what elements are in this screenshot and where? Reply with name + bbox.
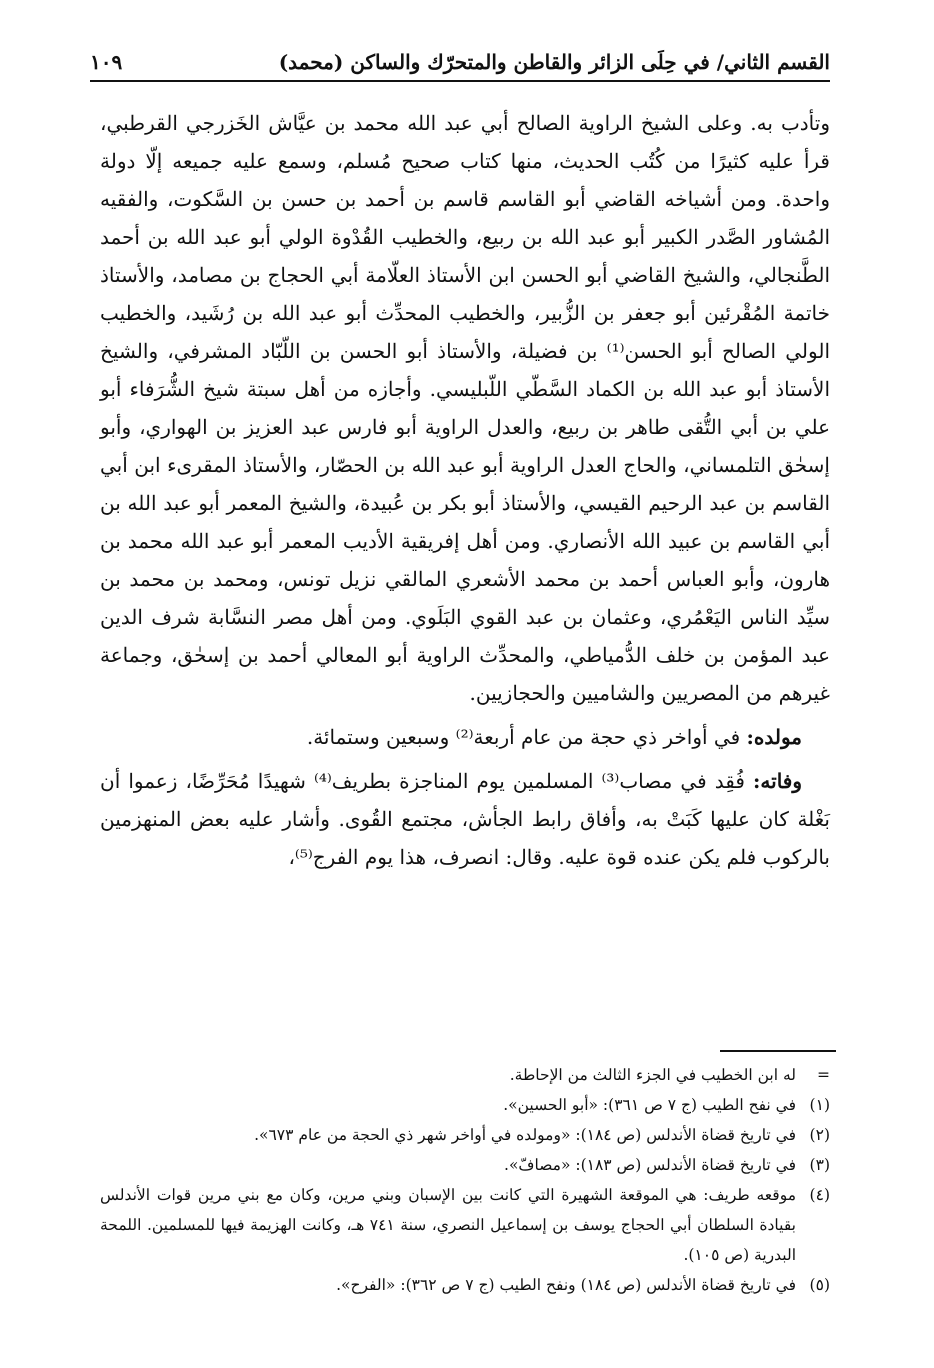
footnotes (100, 1060, 830, 1300)
footnote-text: له ابن الخطيب في الجزء الثالث من الإحاطة. (509, 1066, 796, 1084)
birth-paragraph (100, 718, 830, 756)
footnote-mark: (٣) (809, 1156, 830, 1174)
death-text: فُقِد في مصاب⁽³⁾ المسلمين يوم المناجزة بطريف⁽⁴⁾ شهيدًا مُحَرِّضًا، زعموا أن بَغْلة كان عليها كَبَتْ به، وأفاق رابط الجأش، مجتمع القُوى. وأشار عليه بعض المنهزمين بالركوب فلم يكن عنده قوة عليه. وقال: انصرف، هذا يوم الفرج⁽⁵⁾، (100, 769, 830, 869)
footnote (100, 1150, 830, 1180)
footnote-mark: (١) (809, 1096, 830, 1114)
main-text (100, 104, 830, 876)
footnote-separator (720, 1050, 836, 1052)
footnote-text: في تاريخ قضاة الأندلس (ص ١٨٣): «مصافّ». (504, 1156, 796, 1174)
footnote-text: في تاريخ قضاة الأندلس (ص ١٨٤) ونفح الطيب (ج ٧ ص ٣٦٢): «الفرح». (336, 1276, 796, 1294)
header-rule (90, 80, 830, 82)
footnote-mark: (٢) (809, 1126, 830, 1144)
death-paragraph (100, 762, 830, 876)
footnote-text: في نفح الطيب (ج ٧ ص ٣٦١): «أبو الحسين». (503, 1096, 796, 1114)
footnote (100, 1090, 830, 1120)
footnote (100, 1180, 830, 1270)
death-label: وفاته: (753, 769, 803, 793)
birth-text: في أواخر ذي حجة من عام أربعة⁽²⁾ وسبعين وستمائة. (306, 725, 741, 749)
footnote-text: موقعه طريف: هي الموقعة الشهيرة التي كانت بين الإسبان وبني مرين، وكان مع بني مرين قوات الأندلس بقيادة السلطان أبي الحجاج يوسف بن إسماعيل النصري، سنة ٧٤١ هـ، وكانت الهزيمة فيها للمسلمين. اللمحة البدرية (ص ١٠٥). (100, 1186, 796, 1264)
footnote (100, 1270, 830, 1300)
birth-label: مولده: (746, 725, 802, 749)
footnote-mark: (٥) (809, 1276, 830, 1294)
header-title: القسم الثاني/ في حِلَى الزائر والقاطن والمتحرّك والساكن (محمد) (278, 50, 830, 74)
footnote (100, 1060, 830, 1090)
footnote-text: في تاريخ قضاة الأندلس (ص ١٨٤): «ومولده في أواخر شهر ذي الحجة من عام ٦٧٣». (254, 1126, 796, 1144)
footnote-mark: (٤) (809, 1186, 830, 1204)
footnote-mark: = (817, 1066, 830, 1084)
biography-paragraph: وتأدب به. وعلى الشيخ الراوية الصالح أبي عبد الله محمد بن عيَّاش الخَزرجي القرطبي، قرأ عليه كثيرًا من كُتُب الحديث، منها كتاب صحيح مُسلم، وسمع عليه جميعه إلّا دولة واحدة. ومن أشياخه القاضي أبو القاسم قاسم بن أحمد بن حسن بن السَّكوت، والفقيه المُشاور الصَّدر الكبير أبو عبد الله بن ربيع، والخطيب القُدْوة الولي أبو عبد الله بن أحمد الطَّنجالي، والشيخ القاضي أبو الحسن ابن الأستاذ العلّامة أبي الحجاج بن مصامد، والأستاذ خاتمة المُقْرئين أبو جعفر بن الزُّبير، والخطيب المحدِّث أبو عبد الله بن رُشَيد، والخطيب الولي الصالح أبو الحسن⁽¹⁾ بن فضيلة، والأستاذ أبو الحسن بن اللّبّاد المشرفي، والشيخ الأستاذ أبو عبد الله بن الكماد السَّطّي اللّبليسي. وأجازه من أهل سبتة شيخ الشُّرَفاء أبو علي بن أبي التُّقى طاهر بن ربيع، والعدل الراوية أبو فارس عبد العزيز بن الهواري، وأبو إسحٰق التلمساني، والحاج العدل الراوية أبو عبد الله بن الحصّار، والأستاذ المقرىء ابن أبي القاسم بن عبد الرحيم القيسي، والأستاذ أبو بكر بن عُبيدة، والشيخ المعمر أبو عبد الله بن أبي القاسم بن عبيد الله الأنصاري. ومن أهل إفريقية الأديب المعمر أبو عبد الله محمد بن هارون، وأبو العباس أحمد بن محمد الأشعري المالقي نزيل تونس، ومحمد بن محمد بن سيِّد الناس اليَعْمُري، وعثمان بن عبد القوي البَلَوي. ومن أهل مصر النسَّابة شرف الدين عبد المؤمن بن خلف الدُّمياطي، والمحدِّث الراوية أبو المعالي أحمد بن إسحٰق، وجماعة غيرهم من المصريين والشاميين والحجازيين. (100, 111, 830, 705)
page-number: ١٠٩ (90, 50, 123, 74)
footnote (100, 1120, 830, 1150)
